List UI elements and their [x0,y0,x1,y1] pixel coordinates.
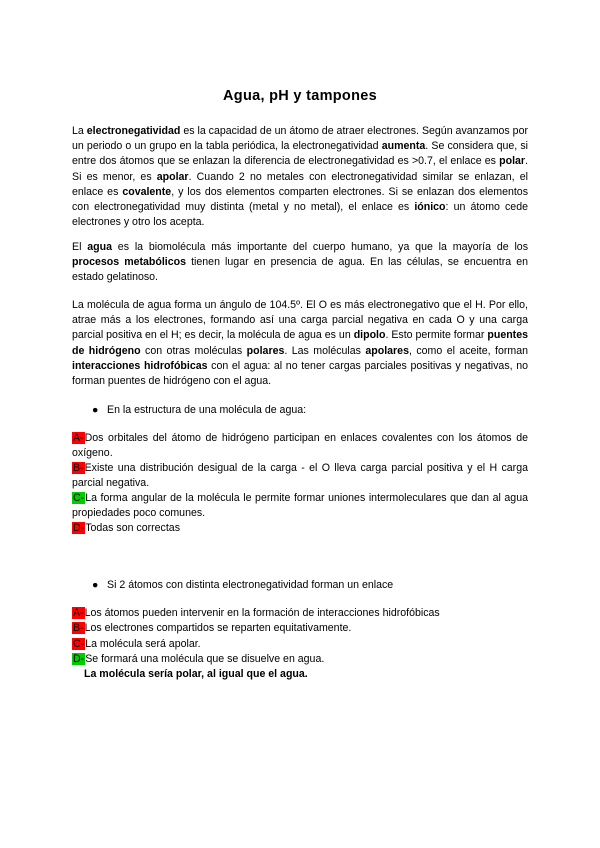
text-run: con otras moléculas [140,344,247,357]
bullet-icon: ● [92,404,99,416]
text-run: . Se considera que, si entre dos átomos que se enlazan la diferencia de electronegatividad es >0.7, el enlace es [72,140,528,168]
q1-option-a [72,431,528,461]
text-run: tienen lugar en presencia de agua. En las células, se encuentra en estado gelatinoso. [72,256,528,284]
text-run: El [72,241,88,253]
q1-option-c [72,491,528,521]
bold-term: apolares [365,344,409,357]
option-text: Los átomos pueden intervenir en la formación de interacciones hidrofóbicas [84,607,440,619]
option-text: Los electrones compartidos se reparten equitativamente. [84,622,352,634]
text-run: . Cuando 2 no metales con electronegatividad similar se enlazan, el enlace es [72,170,528,198]
option-text: Existe una distribución desigual de la carga - el O lleva carga parcial positiva y el H carga parcial negativa. [72,462,528,490]
option-tag: D- [73,522,85,534]
q2-option-a [72,606,528,621]
bold-term: procesos metabólicos [72,256,187,269]
option-tag: C- [73,492,85,504]
option-text: Se formará una molécula que se disuelve en agua. [85,653,325,665]
option-tag: A- [73,432,84,444]
text-run: , y los dos elementos comparten electrones. Si se enlazan dos elementos con electronegatividad muy distinta (metal y no metal), el enlace es [72,185,528,214]
option-text: La molécula será apolar. [85,638,201,650]
option-tag: B- [73,462,84,474]
page-title: Agua, pH y tampones [223,88,377,104]
question-1 [92,403,522,418]
bullet-icon: ● [92,579,99,591]
paragraph-molecula [72,298,528,389]
question-2 [92,578,522,593]
text-run: . Esto permite formar [385,329,488,342]
text-run: , como el aceite, forman [408,344,528,357]
q1-option-b [72,461,528,491]
option-text: La forma angular de la molécula le permite formar uniones intermoleculares que dan al agua propiedades poco comunes. [72,492,528,520]
bold-term: covalente [122,185,172,198]
q2-option-c [72,637,528,652]
option-text: Todas son correctas [85,522,180,534]
question-text: Si 2 átomos con distinta electronegatividad forman un enlace [107,579,394,591]
bold-term: apolar [156,170,189,183]
text-run: La molécula de agua forma un ángulo de 104.5º. El O es más electronegativo que el H. Por ello, atrae más a los electrones, formando así una carga parcial negativa en cada O y una carga parcial positiva en el H; es decir, la molécula de agua es un [72,299,528,342]
text-run: es la biomolécula más importante del cuerpo humano, ya que la mayoría de los [111,241,528,253]
option-tag: C- [73,638,85,650]
q2-option-d [72,652,528,667]
option-text: Dos orbitales del átomo de hidrógeno participan en enlaces covalentes con los átomos de oxígeno. [72,432,528,460]
answer-explanation: La molécula sería polar, al igual que el agua. [84,668,308,680]
option-tag: B- [73,622,84,634]
text-run: con el agua: al no tener cargas parciales positivas y negativas, no forman puentes de hidrógeno con el agua. [72,359,528,388]
paragraph-agua [72,240,528,286]
bold-term: electronegatividad [86,125,181,137]
q2-option-b [72,621,528,636]
option-tag: D- [73,653,85,665]
q1-option-d [72,521,528,536]
bold-term: polar [499,155,526,168]
option-tag: A- [73,607,84,619]
bold-term: polares [246,344,285,357]
text-run: : un átomo cede electrones y otro los acepta. [72,201,528,229]
bold-term: interacciones hidrofóbicas [72,359,208,372]
text-run: es la capacidad de un átomo de atraer electrones. Según avanzamos por un periodo o un grupo en la tabla periódica, la electronegatividad [72,125,528,153]
paragraph-electronegatividad [72,124,528,230]
bold-term: iónico [414,201,446,214]
bold-term: dipolo [353,329,386,342]
bold-term: puentes de hidrógeno [72,329,528,357]
question-text: En la estructura de una molécula de agua: [107,404,307,416]
text-run: . Si es menor, es [72,155,528,183]
bold-term: aumenta [381,140,426,153]
text-run: . Las moléculas [284,344,366,357]
text-run: La [72,125,87,137]
bold-term: agua [87,241,112,253]
